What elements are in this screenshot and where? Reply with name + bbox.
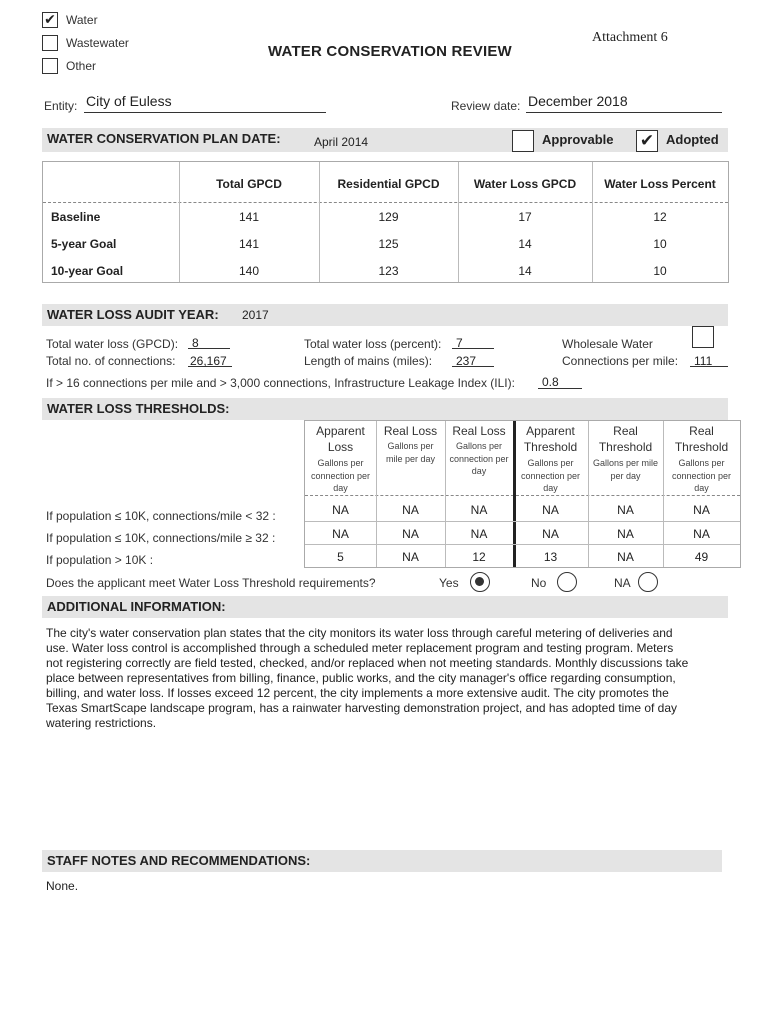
gpcd-header-cell: Water Loss Percent	[604, 177, 716, 191]
threshold-row-divider	[305, 521, 740, 522]
review-date-field[interactable]	[526, 93, 722, 113]
gpcd-header-divider	[43, 202, 728, 203]
plan-date-value: April 2014	[314, 135, 369, 149]
threshold-col-unit: Gallons per connection per day	[671, 458, 732, 493]
plan-date-bar	[42, 128, 728, 152]
threshold-col-unit: Gallons per connection per day	[520, 458, 581, 493]
ili-value: 0.8	[542, 375, 559, 389]
threshold-question: Does the applicant meet Water Loss Threshold requirements?	[46, 576, 376, 590]
threshold-col-title: Apparent Threshold	[523, 424, 578, 454]
connections-label: Total no. of connections:	[46, 354, 176, 368]
gpcd-cell: 141	[238, 210, 260, 224]
threshold-row-label: If population ≤ 10K, connections/mile < 32 :	[46, 509, 276, 523]
threshold-cell: 13	[543, 550, 558, 564]
other-checkbox[interactable]	[42, 58, 58, 74]
entity-field[interactable]	[84, 93, 326, 113]
staff-notes-heading: STAFF NOTES AND RECOMMENDATIONS:	[47, 853, 311, 868]
gpcd-loss-label: Total water loss (GPCD):	[46, 337, 179, 351]
threshold-cell: NA	[617, 503, 634, 517]
mains-value: 237	[456, 354, 477, 368]
threshold-col-title: Real Loss	[452, 424, 506, 438]
wastewater-checkbox[interactable]	[42, 35, 58, 51]
threshold-cell: NA	[542, 527, 559, 541]
additional-line: The city's water conservation plan states that the city monitors its water loss through careful metering of deliveries and	[46, 626, 673, 640]
threshold-cell: NA	[470, 527, 488, 541]
staff-notes-bar	[42, 850, 722, 872]
gpcd-table	[42, 161, 729, 283]
answer-na-label: NA	[614, 576, 631, 590]
answer-na-radio[interactable]	[638, 572, 658, 592]
adopted-label: Adopted	[666, 132, 719, 147]
threshold-cell: NA	[617, 527, 634, 541]
water-label: Water	[66, 13, 98, 27]
other-label: Other	[66, 59, 97, 73]
threshold-col-divider	[663, 421, 664, 567]
plan-date-label: WATER CONSERVATION PLAN DATE:	[47, 131, 281, 146]
percent-loss-field[interactable]	[452, 334, 494, 349]
gpcd-cell: 10	[653, 237, 667, 251]
gpcd-cell: 129	[378, 210, 399, 224]
threshold-cell: NA	[693, 527, 710, 541]
attachment-label: Attachment 6	[592, 30, 668, 45]
additional-bar	[42, 596, 728, 618]
thresholds-heading: WATER LOSS THRESHOLDS:	[47, 401, 230, 416]
gpcd-cell: 10	[653, 264, 667, 278]
additional-text	[46, 626, 736, 731]
threshold-cell: NA	[617, 550, 634, 564]
additional-line: not registering correctly are field tested, checked, and/or replaced when not meeting standards. Monthly discussions take	[46, 656, 689, 670]
mains-label: Length of mains (miles):	[304, 354, 433, 368]
answer-no-radio[interactable]	[557, 572, 577, 592]
approvable-checkbox[interactable]	[512, 130, 534, 152]
connections-field[interactable]	[188, 352, 232, 367]
threshold-cell: 49	[694, 550, 709, 564]
cpm-field[interactable]	[690, 352, 728, 367]
approvable-label: Approvable	[542, 132, 614, 147]
gpcd-row-label: Baseline	[51, 210, 101, 224]
cpm-value: 111	[694, 354, 713, 368]
water-checkbox[interactable]: ✔	[42, 12, 58, 28]
additional-line: billing, and water loss. If losses exceed 12 percent, the city implements a more extensive audit. The city promotes the	[46, 686, 669, 700]
threshold-row-label: If population > 10K :	[46, 553, 154, 567]
additional-line: place between representatives from billing, finance, public works, and the city manager's office regarding consumption,	[46, 671, 676, 685]
threshold-cell: 5	[337, 550, 344, 564]
percent-loss-value: 7	[456, 336, 463, 350]
threshold-col-title: Real Threshold	[598, 424, 653, 454]
threshold-cell: NA	[402, 550, 419, 564]
audit-year-bar	[42, 304, 728, 326]
threshold-col-unit: Gallons per connection per day	[449, 441, 509, 476]
threshold-col-divider	[588, 421, 589, 567]
threshold-table	[304, 420, 741, 568]
threshold-col-unit: Gallons per connection per day	[310, 458, 371, 493]
threshold-row-label: If population ≤ 10K, connections/mile ≥ 32 :	[46, 531, 276, 545]
additional-line: use. Water loss control is accomplished through a scheduled meter replacement program and testing program. Meters	[46, 641, 674, 655]
threshold-col-divider	[376, 421, 377, 567]
gpcd-row-label: 10-year Goal	[51, 264, 124, 278]
audit-year-label: WATER LOSS AUDIT YEAR:	[47, 307, 219, 322]
threshold-col-title: Apparent Loss	[316, 424, 365, 454]
answer-yes-label: Yes	[439, 576, 459, 590]
gpcd-cell: 12	[653, 210, 667, 224]
gpcd-header-cell: Total GPCD	[216, 177, 282, 191]
entity-value: City of Euless	[86, 93, 172, 109]
staff-notes-text: None.	[46, 879, 79, 893]
mains-field[interactable]	[452, 352, 494, 367]
answer-yes-radio[interactable]	[470, 572, 490, 592]
audit-year-value: 2017	[242, 308, 269, 322]
review-date-value: December 2018	[528, 93, 628, 109]
gpcd-row-label: 5-year Goal	[51, 237, 117, 251]
gpcd-loss-value: 8	[192, 336, 199, 350]
threshold-cell: NA	[470, 503, 488, 517]
wastewater-label: Wastewater	[66, 36, 129, 50]
threshold-col-title: Real Loss	[383, 424, 438, 438]
gpcd-header-cell: Residential GPCD	[337, 177, 440, 191]
gpcd-cell: 123	[378, 264, 399, 278]
threshold-row-divider	[305, 544, 740, 545]
additional-line: Texas SmartScape landscape program, has a rainwater harvesting demonstration project, and has adopted time of day	[46, 701, 678, 715]
page-title: WATER CONSERVATION REVIEW	[268, 43, 512, 60]
threshold-col-unit: Gallons per mile per day	[592, 458, 659, 481]
wholesale-label: Wholesale Water	[562, 337, 653, 351]
threshold-col-unit: Gallons per mile per day	[385, 441, 436, 464]
threshold-cell: NA	[332, 527, 349, 541]
threshold-cell: NA	[402, 527, 419, 541]
entity-label: Entity:	[44, 99, 78, 113]
gpcd-header-cell: Water Loss GPCD	[473, 177, 577, 191]
additional-heading: ADDITIONAL INFORMATION:	[47, 599, 226, 614]
connections-value: 26,167	[190, 354, 227, 368]
gpcd-cell: 141	[238, 237, 260, 251]
cpm-label: Connections per mile:	[562, 354, 679, 368]
ili-label: If > 16 connections per mile and > 3,000 connections, Infrastructure Leakage Index (ILI):	[46, 376, 515, 390]
gpcd-cell: 125	[378, 237, 399, 251]
threshold-cell: NA	[693, 503, 710, 517]
wholesale-checkbox[interactable]	[692, 326, 714, 348]
threshold-cell: NA	[542, 503, 559, 517]
gpcd-cell: 14	[518, 237, 532, 251]
additional-line: watering restrictions.	[46, 716, 157, 730]
gpcd-cell: 17	[518, 210, 532, 224]
threshold-col-title: Real Threshold	[674, 424, 729, 454]
percent-loss-label: Total water loss (percent):	[304, 337, 442, 351]
answer-no-label: No	[531, 576, 547, 590]
ili-field[interactable]	[538, 373, 582, 389]
thresholds-bar	[42, 398, 728, 420]
review-date-label: Review date:	[451, 99, 521, 113]
threshold-header-divider	[305, 495, 740, 496]
gpcd-loss-field[interactable]	[188, 334, 230, 349]
threshold-cell: NA	[332, 503, 349, 517]
adopted-checkbox[interactable]: ✔	[636, 130, 658, 152]
gpcd-cell: 140	[238, 264, 260, 278]
threshold-cell: 12	[472, 550, 486, 564]
threshold-cell: NA	[402, 503, 419, 517]
gpcd-cell: 14	[518, 264, 532, 278]
threshold-col-divider	[445, 421, 446, 567]
